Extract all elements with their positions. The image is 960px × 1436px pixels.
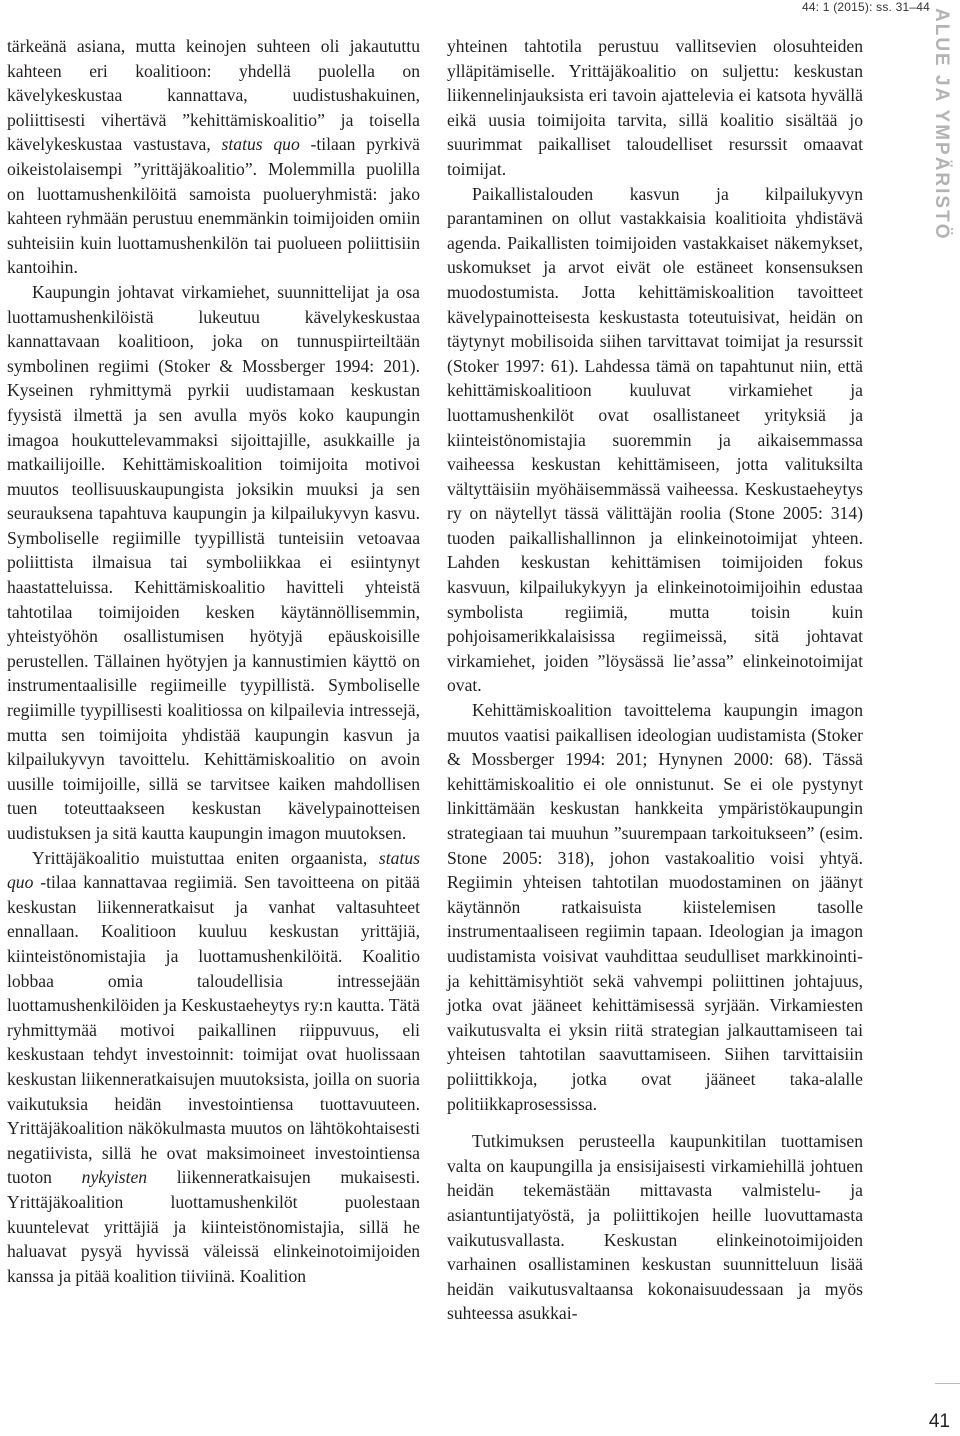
text-run: Kehittämiskoalition tavoittelema kaupungin imagon muutos vaatisi paikallisen ideologian uudistamista (Stoker & Mossberger 1994: 201; Hynynen 2000: 68). Tässä kehittämiskoalitio ei ole onnistunut. Se ei ole pystynyt linkittämään keskustan hankkeita ympäristökaupungin strategiaan tai muuhun ”suurempaan tarkoitukseen” (esim. Stone 2005: 318), johon vastakoalitio voisi yhtyä. Regiimin yhteisen tahtotilan muodostaminen on jäänyt käytännön ratkaisuista kiistelemisen tasolle instrumentaaliseen regiimin tapaan. Ideologian ja imagon uudistamista voisivat vauhdittaa seudulliset markkinointi- ja kehittämisyhtiöt sekä vahvempi poliittinen johtajuus, jotka ovat jääneet kehittämisessä syrjään. Virkamiesten vaikutusvalta ei yksin riitä strategian jalkauttamiseen tai yhteisen tahtotilan saavuttamiseen. Siihen tarvittaisiin poliittikkoja, jotka ovat jääneet taka-alalle politiikkaprosessissa. [447,700,863,1114]
text-run: liikenneratkaisujen mukaisesti. Yrittäjäkoalition luottamushenkilöt puolestaan kuuntelevat yrittäjiä ja kiinteistönomistajia, sillä he haluavat pysyä hyvissä väleissä elinkeinotoimijoiden kanssa ja pitää koalition tiiviinä. Koalition [7,1167,420,1286]
text-run: -tilaa kannattavaa regiimiä. Sen tavoitteena on pitää keskustan liikenneratkaisut ja vanhat valtasuhteet ennallaan. Koalitioon kuuluu keskustan yrittäjiä, kiinteistönomistajia ja luottamushenkilöitä. Koalitio lobbaa omia taloudellisia intressejään luottamushenkilöiden ja Keskustaeheytys ry:n kautta. Tätä ryhmittymää motivoi paikallinen riippuvuus, eli keskustaan tehdyt investoinnit: toimijat ovat huolissaan keskustan liikenneratkaisujen muutoksista, joilla on suoria vaikutuksia heidän investointiensa tuottavuuteen. Yrittäjäkoalition näkökulmasta muutos on lähtökohtaisesti negatiivista, sillä he ovat maksimoineet investointiensa tuoton [7,872,420,1188]
paragraph [7,34,420,280]
left-column [7,34,420,1288]
italic-term: status quo [7,847,420,893]
page-rule [935,1383,960,1384]
italic-term: nykyisten [81,1167,148,1188]
text-run: yhteinen tahtotila perustuu vallitsevien olosuhteiden ylläpitämiselle. Yrittäjäkoalitio on suljettu: keskustan liikennelinjauksista eri tavoin ajattelevia ei katsota hyvällä eikä uusia toimijoita tarvita, sillä koalitio sisältää jo suurimmat paikalliset taloudelliset resurssit omaavat toimijat. [447,36,863,179]
section-label: ALUE JA YMPÄRISTÖ [931,8,952,241]
italic-term: status quo [221,134,300,155]
text-run: Paikallistalouden kasvun ja kilpailukyvyn parantaminen on ollut vastakkaisia koalitioita yhdistävä agenda. Paikallisten toimijoiden vastakkaiset näkemykset, uskomukset ja arvot eivät ole estäneet konsensuksen muodostumista. Jotta kehittämiskoalition tavoitteet kävelypainotteisesta keskustasta toteutuisivat, heidän on täytynyt mobilisoida siihen tarvittavat toimijat ja resurssit (Stoker 1997: 61). Lahdessa tämä on tapahtunut niin, että kehittämiskoalitioon kuuluvat virkamiehet ja luottamushenkilöt ovat osallistaneet yrityksiä ja kiinteistönomistajia suoremmin ja aikaisemmassa vaiheessa keskustan kehittämiseen, jotta valituksilta vältyttäisiin myöhäisemmässä vaiheessa. Keskustaeheytys ry on näytellyt tässä välittäjän roolia (Stone 2005: 314) tuoden paikallishallinnon ja elinkeinotoimijat yhteen. Lahden keskustan kehittämisen toimijoiden fokus kasvuun, kilpailukykyyn ja elinkeinotoimijoihin edustaa symbolista regiimiä, mutta toisin kuin pohjoisamerikkalaisissa regiimeissä, sitä johtavat virkamiehet, joiden ”löysässä lie’assa” elinkeinotoimijat ovat. [447,183,863,696]
running-head: 44: 1 (2015): ss. 31–44 [801,0,930,14]
paragraph [7,280,420,846]
right-column [447,34,863,1326]
text-run: -tilaan pyrkivä oikeistolaisempi ”yrittäjäkoalitio”. Molemmilla puolilla on luottamushenkilöitä samoista puolueryhmistä: jako kahteen ryhmään perustuu enemmänkin toimijoiden omiin suhteisiin kuin luottamushenkilön tai puolueen poliittisiin kantoihin. [7,134,420,278]
paragraph [447,182,863,698]
paragraph [447,34,863,182]
text-run: Yrittäjäkoalitio muistuttaa eniten orgaanista, [32,847,379,868]
text-run: tärkeänä asiana, mutta keinojen suhteen oli jakaututtu kahteen eri koalitioon: yhdellä puolella on kävelykeskustaa kannattava, uudistushakuinen, poliittisesti vihertävä ”kehittämiskoalitio” ja toisella kävelykeskustaa vastustava, [7,36,420,155]
text-run: Kaupungin johtavat virkamiehet, suunnittelijat ja osa luottamushenkilöistä lukeutuu kävelykeskustaa kannattavaan koalitioon, joka on tunnuspiirteiltään symbolinen regiimi (Stoker & Mossberger 1994: 201). Kyseinen ryhmittymä pyrkii uudistamaan keskustan fyysistä ilmettä ja sen avulla myös koko kaupungin imagoa houkuttelevammaksi sijoittajille, asukkaille ja matkailijoille. Kehittämiskoalition toimijoita motivoi muutos teollisuuskaupungista joksikin muuksi ja sen seurauksena tapahtuva kaupungin ja kilpailukyvyn kasvu. Symboliselle regiimille tyypillistä tunteisiin vetoavaa poliittista ilmaisua tai symboliikkaa ei esiintynyt haastatteluissa. Kehittämiskoalitio havitteli yhteistä tahtotilaa toimijoiden kesken käytännöllisemmin, yhteistyöhön osallistumisen hyötyjä epäuskoisille perustellen. Tällainen hyötyjen ja kannustimien käyttö on instrumentaalisille regiimeille tyypillistä. Symboliselle regiimille tyypillisesti koalitiossa on kilpailevia intressejä, mutta sen toimijoita yhdistää kaupungin kasvun ja kilpailukyvyn tavoittelu. Kehittämiskoalitio on avoin uusille toimijoille, sillä se tarvitsee kaiken mahdollisen tuen toteuttaakseen keskustan kävelypainotteisen uudistuksen ja sitä kautta kaupungin imagon muutoksen. [7,281,420,843]
paragraph [7,846,420,1289]
paragraph [447,698,863,1116]
paragraph [447,1129,863,1326]
text-run: Tutkimuksen perusteella kaupunkitilan tuottamisen valta on kaupungilla ja ensisijaisesti virkamiehillä johtuen heidän tekemästään mittavasta valmistelu- ja asiantuntijatyöstä, ja poliittikojen heille luovuttamasta vaikutusvallasta. Keskustan elinkeinotoimijoiden varhainen osallistaminen keskustan suunnitteluun lisää heidän vaikutusvaltaansa kokonaisuudessaan ja myös suhteessa asukkai- [447,1131,863,1324]
page-number: 41 [928,1411,950,1432]
